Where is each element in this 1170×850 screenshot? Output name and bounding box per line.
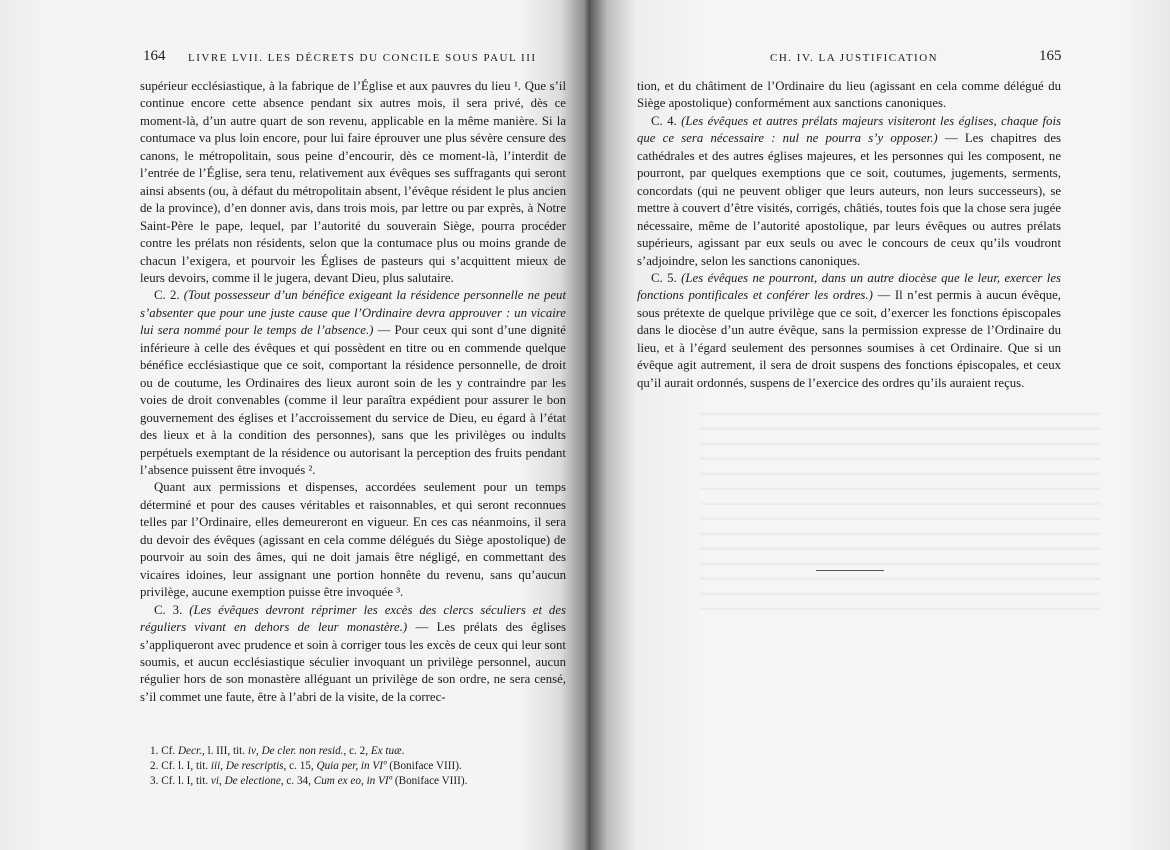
paragraph: C. 5. (Les évêques ne pourront, dans un autre diocèse que le leur, exercer les fonctions pontificales et conférer les ordres.) — Il n’est permis à aucun évêque, sous prétexte de quelque privilège que ce soit, d’exercer les fonctions épiscopales dans le diocèse d’un autre évêque, sans la permission expresse de l’Ordinaire du lieu, et à l’égard seulement des personnes soumises à cet Ordinaire. Que si un évêque agit autrement, il sera de droit suspens des fonctions épiscopales, et ceux qu’il aurait ordonnés, suspens de l’exercice des ordres qu’ils auraient reçus. [637,270,1061,390]
paragraph: tion, et du châtiment de l’Ordinaire du lieu (agissant en cela comme délégué du Siège apostolique) conformément aux sanctions canoniques. [637,79,1061,111]
paragraph: C. 3. (Les évêques devront réprimer les excès des clercs séculiers et des réguliers vivant en dehors de leur monastère.) — Les prélats des églises s’appliqueront avec prudence et soin à corriger tous les excès de ceux qui leur sont soumis, et aucun ecclésiastique séculier invoquant un privilège personnel, aucun régulier hors de son monastère alléguant un privilège de son ordre, ne sera censé, s’il commet une faute, être à l’abri de la visite, de la correc- [140,602,566,704]
canon-summary: (Les évêques devront réprimer les excès des clercs séculiers et des réguliers vivant en dehors de leur monastère.) [140,602,566,635]
paragraph: C. 4. (Les évêques et autres prélats majeurs visiteront les églises, chaque fois que ce sera nécessaire : nul ne pourra s’y opposer.) — Les chapitres des cathédrales et des autres églises majeures, et les personnes qui les composent, ne pourront, par quelques exemptions que ce soit, coutumes, jugements, serments, concordats (qui ne peuvent obliger que leurs auteurs, non leurs successeurs), se mettre à couvert d’être visités, corrigés, châtiés, toutes fois que la chose sera jugée nécessaire, même de l’autorité apostolique, par leurs évêques ou autres prélats supérieurs, agissant par eux seuls ou avec le concours de ceux qu’ils voudront s’adjoindre, selon les sanctions canoniques. [637,113,1061,268]
show-through-text [700,400,1100,620]
running-head: LIVRE LVII. LES DÉCRETS DU CONCILE SOUS PAUL III [188,52,537,64]
paragraph: supérieur ecclésiastique, à la fabrique de l’Église et aux pauvres du lieu ¹. Que s’il continue encore cette absence pendant six autres mois, il sera privé, dès ce moment-là, d’un autre quart de son revenu, applicable en la même manière. Si la contumace va plus loin encore, pour lui faire éprouver une plus sévère censure des canons, le métropolitain, sous peine d’encourir, dès ce moment-là, l’interdit de l’entrée de l’Église, sera tenu, relativement aux évêques ses suffragants qui seront ainsi absents (ou, à défaut du métropolitain absent, l’évêque résident le plus ancien de la province), d’en donner avis, dans trois mois, par lettre ou par exprès, à Notre Saint-Père le pape, lequel, par l’autorité du souverain Siège, pourra procéder contre les prélats non résidents, selon que la contumace plus ou moins grande de chacun l’exigera, et pourvoir les Églises de pasteurs qui s’acquittent mieux de leurs devoirs, comme il le jugera, devant Dieu, plus salutaire. [140,79,566,285]
page-number: 164 [143,48,166,64]
paragraph: Quant aux permissions et dispenses, accordées seulement pour un temps déterminé et pour des causes véritables et raisonnables, et qui seront reconnues telles par l’Ordinaire, elles demeureront en vigueur. En ces cas néanmoins, il sera du devoir des évêques (agissant en cela comme délégués du Siège apostolique) de pourvoir au soin des âmes, qui ne doit jamais être négligé, en commettant des vicaires idoines, leur assignant une portion honnête du revenu, sans qu’aucun privilège, aucune exemption puisse être invoquée ³. [140,480,566,600]
running-head: CH. IV. LA JUSTIFICATION [770,52,939,64]
footnote: 2. Cf. l. I, tit. iii, De rescriptis, c. 15, Quia per, in VIº (Boniface VIII). [150,760,462,773]
canon-summary: (Tout possesseur d’un bénéfice exigeant la résidence personnelle ne peut s’absenter que pour une juste cause que l’Ordinaire devra approuver : un vicaire lui sera nommé pour le temps de l’absence.) [140,288,566,338]
body-text [637,78,1061,392]
end-rule [816,570,884,571]
footnotes [150,744,467,790]
canon-summary: (Les évêques et autres prélats majeurs visiteront les églises, chaque fois que ce sera nécessaire : nul ne pourra s’y opposer.) [637,113,1061,146]
footnote: 3. Cf. l. I, tit. vi, De electione, c. 34, Cum ex eo, in VIº (Boniface VIII). [150,775,468,788]
canon-summary: (Les évêques ne pourront, dans un autre diocèse que le leur, exercer les fonctions pontificales et conférer les ordres.) [637,270,1061,303]
page-number: 165 [1039,48,1062,64]
paragraph: C. 2. (Tout possesseur d’un bénéfice exigeant la résidence personnelle ne peut s’absenter que pour une juste cause que l’Ordinaire devra approuver : un vicaire lui sera nommé pour le temps de l’absence.) — Pour ceux qui sont d’une dignité inférieure à celle des évêques et qui possèdent en titre ou en commende quelque bénéfice ecclésiastique que ce soit, comportant la résidence personnelle, de droit ou de coutume, les Ordinaires des lieux auront soin de les y contraindre par les voies de droit convenables (comme il leur paraîtra expédient pour assurer le bon gouvernement des églises et l’accroissement du service de Dieu, eu égard à l’état des lieux et à la condition des personnes), sans que les privilèges ou indults perpétuels exemptant de la résidence ou autorisant la perception des fruits pendant l’absence puissent être invoqués ². [140,288,566,477]
body-text [140,78,566,706]
footnote: 1. Cf. Decr., l. III, tit. iv, De cler. non resid., c. 2, Ex tuæ. [150,745,405,757]
